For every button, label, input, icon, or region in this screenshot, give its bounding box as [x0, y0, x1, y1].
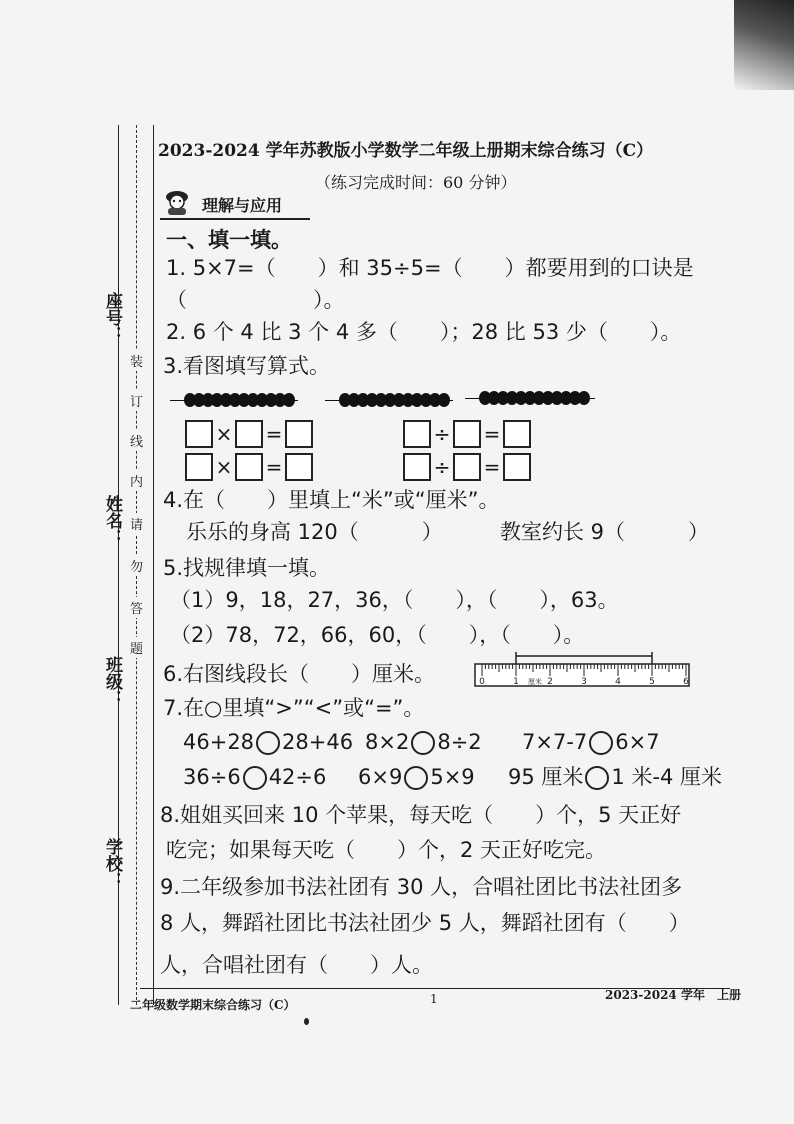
answer-box[interactable] [235, 420, 263, 448]
question-7: 7.在○里填“>”“<”或“=”。 [163, 696, 425, 720]
compare-item-4 [183, 766, 326, 790]
compare-left: 6×9 [358, 765, 403, 789]
binding-char: 装 [130, 350, 143, 371]
binding-char: 勿 [130, 555, 143, 576]
bead [283, 393, 295, 407]
ink-dot [304, 1018, 309, 1025]
bead [438, 393, 450, 407]
question-1-line-1: 1. 5×7=（ ）和 35÷5=（ ）都要用到的口诀是 [166, 256, 694, 280]
student-cartoon-icon [162, 188, 192, 216]
ruler-graphic [474, 652, 692, 700]
answer-box[interactable] [285, 453, 313, 481]
compare-left: 36÷6 [183, 765, 241, 789]
question-8-line-2: 吃完；如果每天吃（ ）个，2 天正好吃完。 [166, 838, 607, 862]
compare-item-5 [358, 766, 475, 790]
compare-right: 5×9 [430, 765, 475, 789]
ruler [474, 652, 692, 700]
question-4-a: 乐乐的身高 120（ ） [186, 520, 443, 544]
equals-sign: = [265, 455, 283, 479]
section-badge-label: 理解与应用 [202, 196, 283, 215]
question-4: 4.在（ ）里填上“米”或“厘米”。 [163, 488, 500, 512]
times-sign: × [215, 455, 233, 479]
compare-right: 1 米-4 厘米 [611, 765, 723, 789]
compare-item-1 [183, 731, 353, 755]
answer-box[interactable] [403, 420, 431, 448]
answer-box[interactable] [235, 453, 263, 481]
ruler-label: 2 [547, 677, 553, 687]
compare-right: 42÷6 [268, 765, 327, 789]
answer-box[interactable] [185, 453, 213, 481]
section-heading: 一、填一填。 [166, 228, 292, 252]
binding-char: 请 [130, 513, 143, 534]
question-5: 5.找规律填一填。 [163, 556, 331, 580]
binding-char: 题 [130, 637, 143, 658]
q3-division-row-2 [403, 453, 531, 481]
divide-sign: ÷ [433, 455, 451, 479]
footer-page-number: 1 [430, 992, 438, 1006]
binding-char: 内 [130, 470, 143, 491]
answer-box[interactable] [403, 453, 431, 481]
times-sign: × [215, 422, 233, 446]
ruler-label: 1 [513, 677, 519, 687]
equals-sign: = [483, 455, 501, 479]
equals-sign: = [483, 422, 501, 446]
page-title: 2023-2024 学年苏教版小学数学二年级上册期末综合练习（C） [158, 141, 654, 161]
footer-right: 2023-2024 学年 上册 [605, 988, 741, 1002]
question-9-line-3: 人，合唱社团有（ ）人。 [160, 953, 433, 977]
ruler-label: 0 [479, 677, 485, 687]
compare-left: 46+28 [183, 730, 255, 754]
class-label: 班级： [102, 656, 122, 707]
answer-box[interactable] [285, 420, 313, 448]
compare-left: 8×2 [365, 730, 410, 754]
question-8-line-1: 8.姐姐买回来 10 个苹果，每天吃（ ）个，5 天正好 [160, 803, 682, 827]
compare-right: 28+46 [282, 730, 354, 754]
compare-right: 6×7 [615, 730, 660, 754]
compare-circle[interactable] [585, 766, 609, 790]
seat-label: 座号： [102, 292, 122, 343]
binding-char: 订 [130, 390, 143, 411]
compare-right: 8÷2 [437, 730, 482, 754]
ruler-label: 6 [683, 677, 689, 687]
binding-char: 答 [130, 597, 143, 618]
ruler-unit-label: 厘米 [528, 678, 542, 686]
answer-box[interactable] [453, 453, 481, 481]
bead-string-1 [170, 393, 298, 407]
compare-left: 7×7-7 [522, 730, 588, 754]
ruler-label: 5 [649, 677, 655, 687]
margin-line-inner [153, 125, 154, 1005]
q3-division-row-1 [403, 420, 531, 448]
compare-circle[interactable] [589, 731, 613, 755]
section-badge [160, 188, 310, 220]
compare-circle[interactable] [256, 731, 280, 755]
q3-multiplication-row-1 [185, 420, 313, 448]
compare-item-6 [508, 766, 722, 790]
question-6: 6.右图线段长（ ）厘米。 [163, 662, 436, 686]
ruler-label: 3 [581, 677, 587, 687]
equals-sign: = [265, 422, 283, 446]
answer-box[interactable] [453, 420, 481, 448]
bead [578, 391, 590, 405]
question-9-line-2: 8 人，舞蹈社团比书法社团少 5 人，舞蹈社团有（ ） [160, 911, 690, 935]
school-label: 学校： [102, 838, 122, 889]
compare-circle[interactable] [404, 766, 428, 790]
footer-left: 二年级数学期末综合练习（C） [130, 998, 296, 1012]
ruler-label: 4 [615, 677, 621, 687]
compare-item-3 [522, 731, 660, 755]
question-5-2: （2）78，72，66，60，（ ），（ ）。 [170, 623, 585, 647]
bead-string-3 [465, 391, 595, 405]
question-3: 3.看图填写算式。 [163, 354, 331, 378]
binding-char: 线 [130, 430, 143, 451]
compare-item-2 [365, 731, 482, 755]
name-label: 姓名： [102, 495, 122, 546]
question-2: 2. 6 个 4 比 3 个 4 多（ ）；28 比 53 少（ ）。 [166, 320, 682, 344]
scan-shadow [734, 0, 794, 90]
question-1-line-2: （ ）。 [166, 288, 345, 312]
compare-circle[interactable] [243, 766, 267, 790]
compare-circle[interactable] [411, 731, 435, 755]
question-9-line-1: 9.二年级参加书法社团有 30 人，合唱社团比书法社团多 [160, 875, 683, 899]
answer-box[interactable] [185, 420, 213, 448]
answer-box[interactable] [503, 453, 531, 481]
compare-left: 95 厘米 [508, 765, 584, 789]
question-5-1: （1）9，18，27，36，（ ），（ ），63。 [170, 588, 619, 612]
page-subtitle: （练习完成时间：60 分钟） [315, 173, 517, 192]
answer-box[interactable] [503, 420, 531, 448]
question-4-b: 教室约长 9（ ） [500, 520, 710, 544]
q3-multiplication-row-2 [185, 453, 313, 481]
divide-sign: ÷ [433, 422, 451, 446]
bead-string-2 [325, 393, 453, 407]
